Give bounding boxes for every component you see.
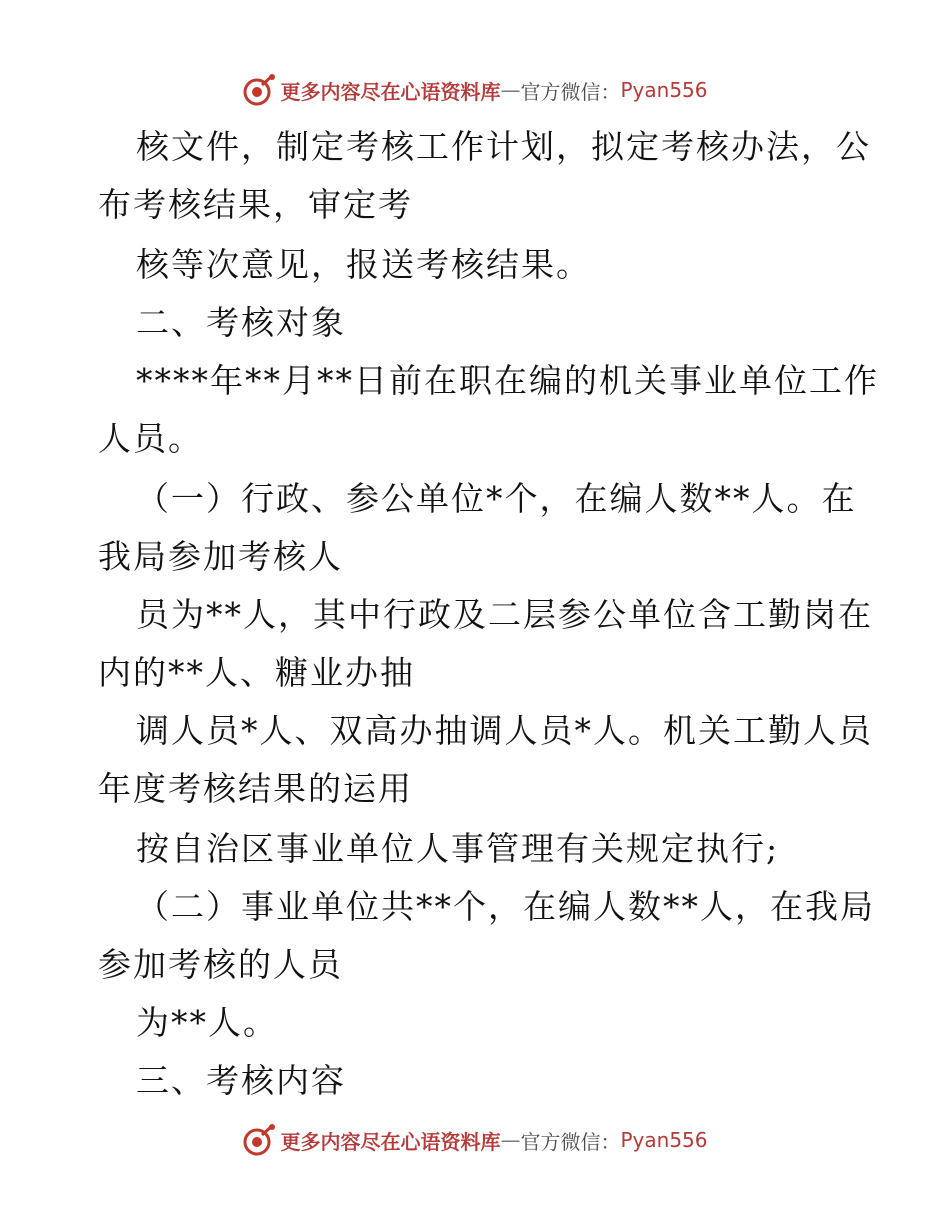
header-watermark [0, 70, 950, 110]
body-line: 参加考核的人员 [98, 945, 343, 984]
body-line: 核等次意见，报送考核结果。 [136, 245, 591, 284]
mouse-logo-icon [242, 1123, 276, 1157]
section-heading: 三、考核内容 [136, 1061, 346, 1100]
watermark-text: 更多内容尽在心语资料库 [280, 79, 501, 104]
body-line: 布考核结果，审定考 [98, 185, 413, 224]
body-line: 我局参加考核人 [98, 537, 343, 576]
body-line: 年度考核结果的运用 [98, 769, 413, 808]
watermark-wechat-id: Pyan556 [620, 1128, 708, 1152]
footer-watermark [0, 1120, 950, 1160]
body-line: 核文件，制定考核工作计划，拟定考核办法，公 [136, 127, 871, 166]
watermark-wechat-label: 官方微信： [520, 79, 621, 104]
body-line: 按自治区事业单位人事管理有关规定执行; [136, 829, 780, 868]
watermark-wechat-id: Pyan556 [620, 78, 708, 102]
section-heading: 二、考核对象 [136, 303, 346, 342]
body-line: ****年**月**日前在职在编的机关事业单位工作 [136, 361, 879, 400]
body-line: 调人员*人、双高办抽调人员*人。机关工勤人员 [136, 711, 873, 750]
body-line: 为**人。 [136, 1003, 278, 1042]
mouse-logo-icon [242, 73, 276, 107]
body-line: （一）行政、参公单位*个，在编人数**人。在 [136, 479, 857, 518]
watermark-wechat-label: 官方微信： [520, 1129, 621, 1154]
body-line: 员为**人，其中行政及二层参公单位含工勤岗在 [136, 595, 873, 634]
body-line: 内的**人、糖业办抽 [98, 653, 415, 692]
watermark-text: 更多内容尽在心语资料库 [280, 1129, 501, 1154]
body-line: 人员。 [98, 419, 203, 458]
watermark-dash: — [500, 1128, 521, 1152]
watermark-dash: — [500, 78, 521, 102]
body-line: （二）事业单位共**个，在编人数**人，在我局 [136, 887, 875, 926]
